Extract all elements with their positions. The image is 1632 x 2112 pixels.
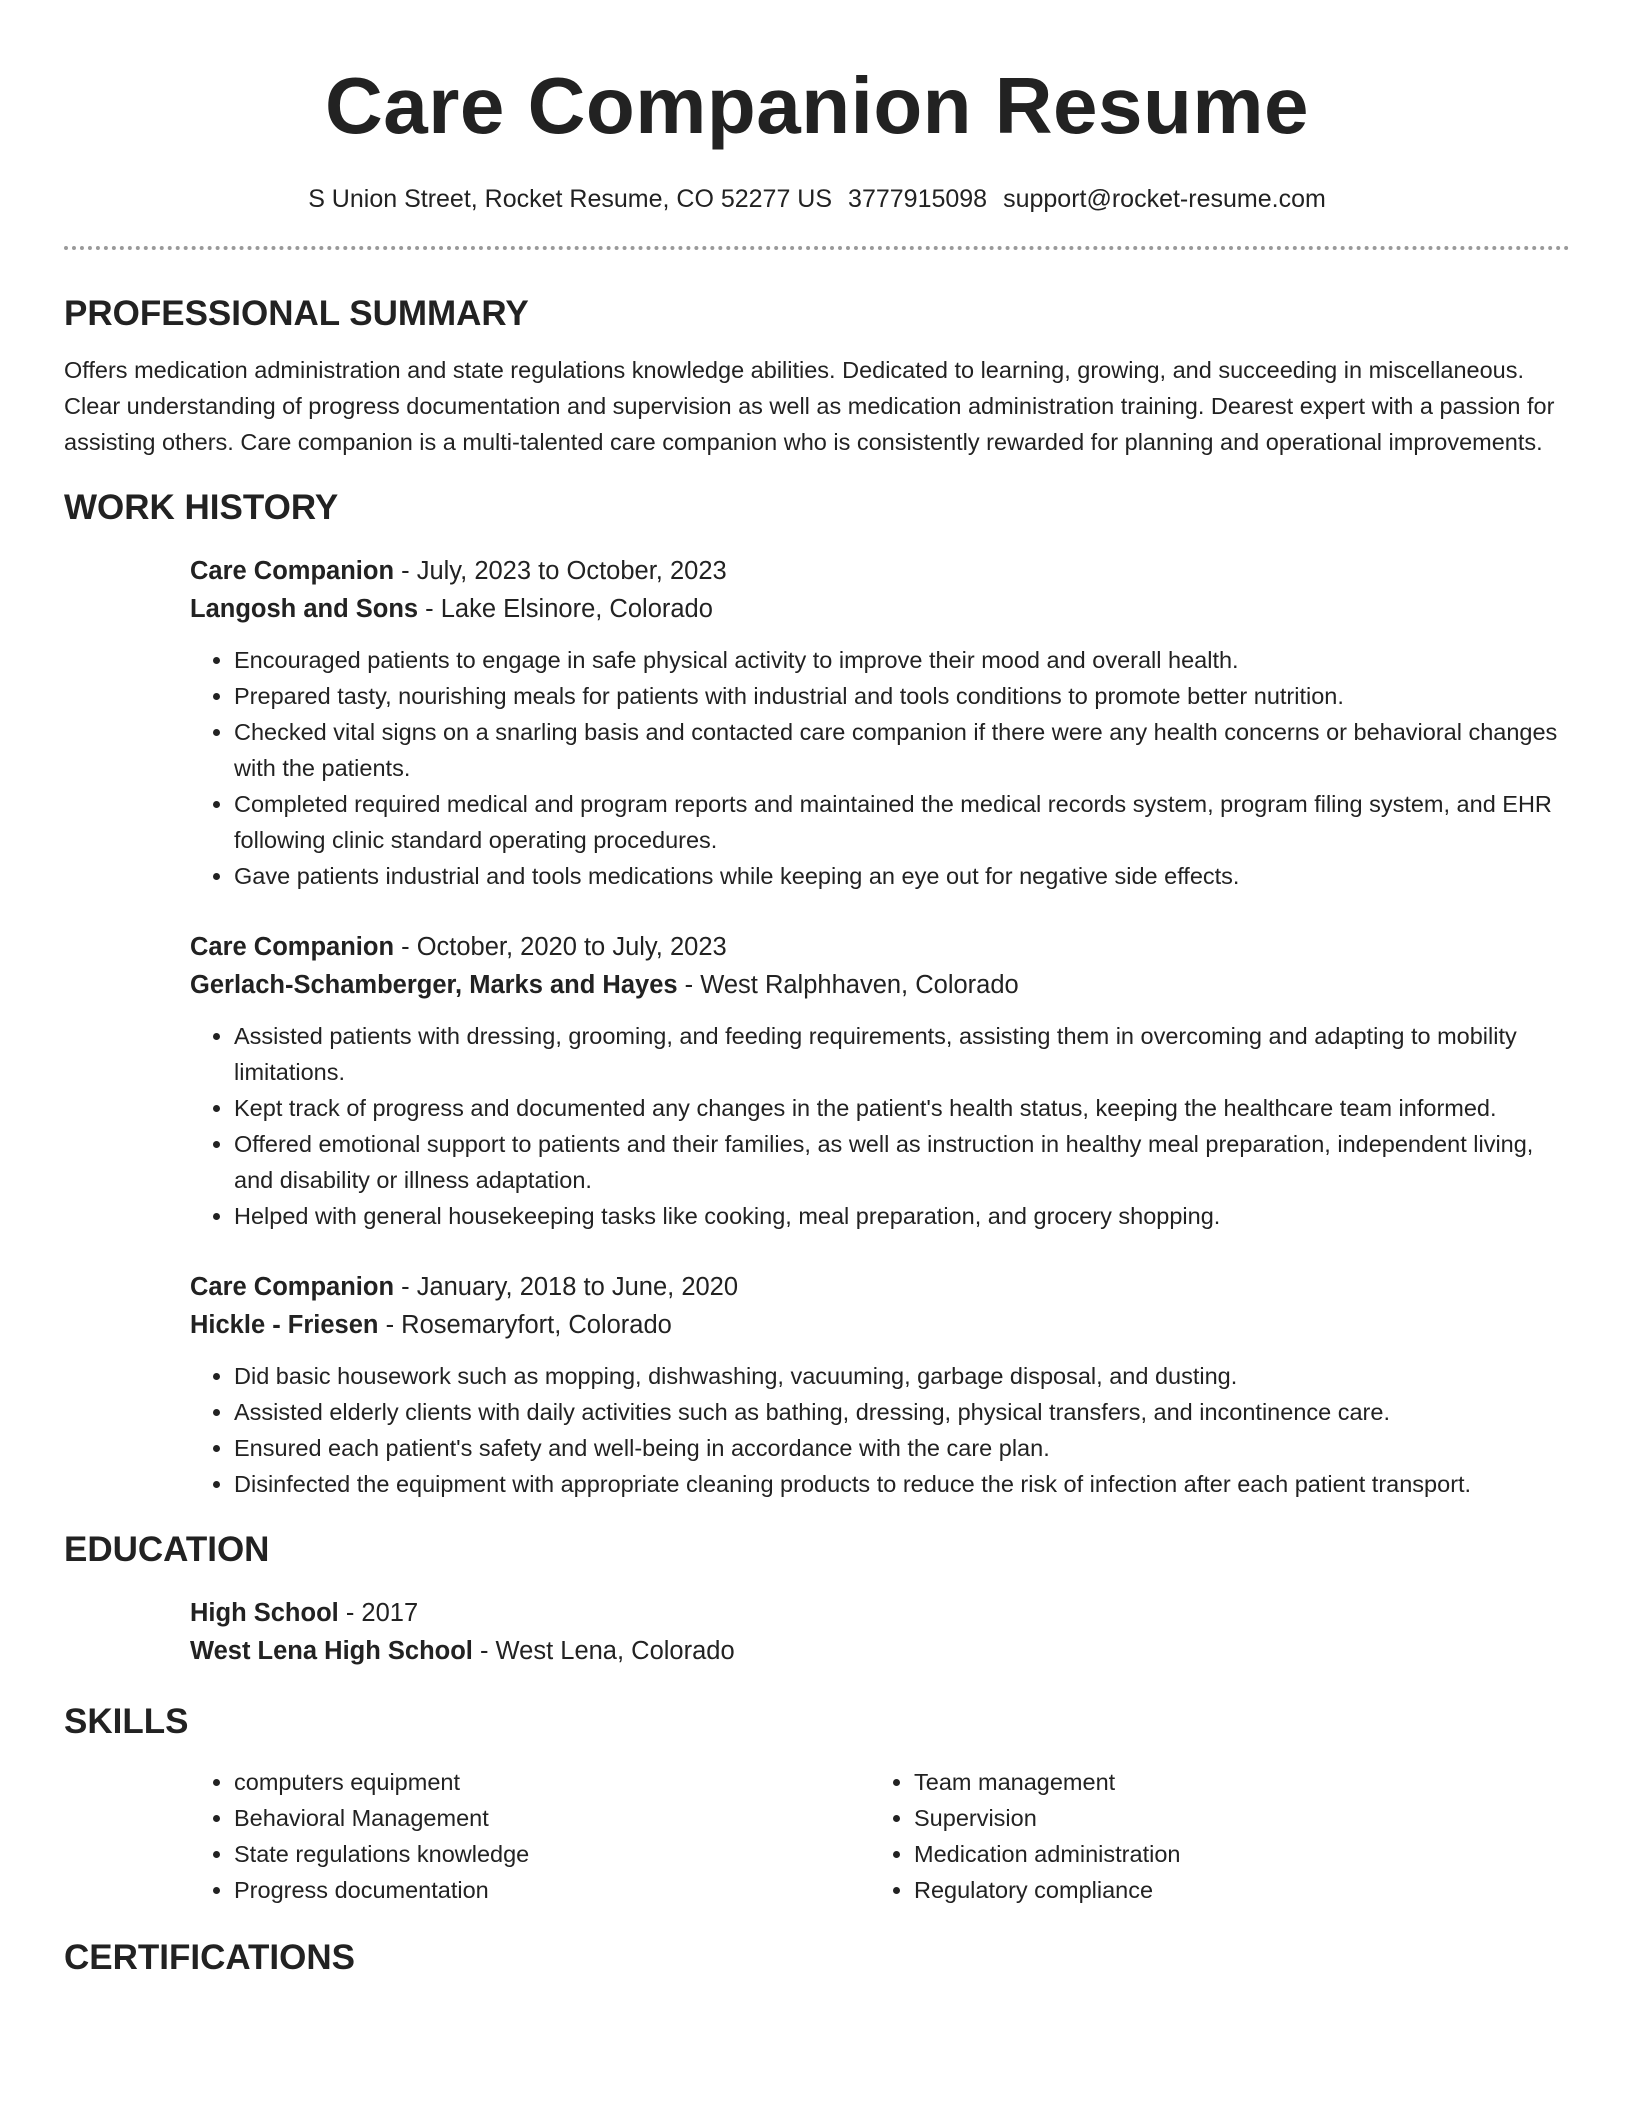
section-title-education: EDUCATION: [64, 1530, 270, 1569]
skill-item: • Medication administration: [914, 1836, 1550, 1872]
job-bullet: • Kept track of progress and documented any changes in the patient's health status, keeping the healthcare team informed.: [234, 1090, 1570, 1126]
contact-address: S Union Street, Rocket Resume, CO 52277 US: [308, 185, 833, 213]
job-location: - West Ralphhaven, Colorado: [677, 971, 1019, 999]
education-school: West Lena High School: [190, 1637, 473, 1665]
contact-line: [64, 184, 1570, 214]
skills-list: [190, 1764, 1570, 1908]
job-title-line: [190, 928, 1570, 966]
skill-item: • Regulatory compliance: [914, 1872, 1550, 1908]
job-company: Hickle - Friesen: [190, 1311, 379, 1339]
job-bullet: • Prepared tasty, nourishing meals for patients with industrial and tools conditions to promote better nutrition.: [234, 678, 1570, 714]
job-company: Langosh and Sons: [190, 595, 419, 623]
section-title-work-history: WORK HISTORY: [64, 488, 339, 527]
job-dates: - July, 2023 to October, 2023: [394, 557, 727, 585]
job-dates: - October, 2020 to July, 2023: [394, 933, 727, 961]
job-bullet: • Encouraged patients to engage in safe physical activity to improve their mood and overall health.: [234, 642, 1570, 678]
summary-text: Offers medication administration and state regulations knowledge abilities. Dedicated to learning, growing, and succeeding in miscellaneous. Clear understanding of progress documentation and supervision as well as medication administration training. Dearest expert with a passion for assisting others. Care companion is a multi-talented care companion who is consistently rewarded for planning and operational improvements.: [64, 357, 1555, 455]
job-bullets: [190, 1018, 1570, 1234]
job-bullet: • Disinfected the equipment with appropriate cleaning products to reduce the risk of infection after each patient transport.: [234, 1466, 1570, 1502]
skill-item: • State regulations knowledge: [234, 1836, 870, 1872]
job-role: Care Companion: [190, 1273, 395, 1301]
job-bullets: [190, 1358, 1570, 1502]
skills-column-right: [870, 1764, 1550, 1908]
skills-column-left: [190, 1764, 870, 1908]
job-title-line: [190, 552, 1570, 590]
job-title-line: [190, 1268, 1570, 1306]
education-degree-line: [190, 1594, 1570, 1632]
job-entry: [190, 552, 1570, 894]
job-bullet: • Gave patients industrial and tools medications while keeping an eye out for negative side effects.: [234, 858, 1570, 894]
job-bullet: • Did basic housework such as mopping, dishwashing, vacuuming, garbage disposal, and dusting.: [234, 1358, 1570, 1394]
education-school-line: [190, 1632, 1570, 1670]
section-title-certifications: CERTIFICATIONS: [64, 1938, 356, 1977]
education-degree: High School: [190, 1599, 339, 1627]
skill-item: • Supervision: [914, 1800, 1550, 1836]
page-title: Care Companion Resume: [324, 61, 1310, 150]
job-location: - Rosemaryfort, Colorado: [378, 1311, 672, 1339]
job-bullet: • Ensured each patient's safety and well-being in accordance with the care plan.: [234, 1430, 1570, 1466]
job-company-line: [190, 966, 1570, 1004]
job-bullet: • Offered emotional support to patients and their families, as well as instruction in healthy meal preparation, independent living, and disability or illness adaptation.: [234, 1126, 1570, 1198]
skill-item: • Progress documentation: [234, 1872, 870, 1908]
job-role: Care Companion: [190, 933, 395, 961]
skill-item: • Team management: [914, 1764, 1550, 1800]
job-bullets: [190, 642, 1570, 894]
job-dates: - January, 2018 to June, 2020: [394, 1273, 739, 1301]
job-bullet: • Checked vital signs on a snarling basis and contacted care companion if there were any health concerns or behavioral changes with the patients.: [234, 714, 1570, 786]
contact-phone: 3777915098: [848, 185, 988, 213]
job-bullet: • Completed required medical and program reports and maintained the medical records system, program filing system, and EHR following clinic standard operating procedures.: [234, 786, 1570, 858]
job-bullet: • Assisted patients with dressing, grooming, and feeding requirements, assisting them in overcoming and adapting to mobility limitations.: [234, 1018, 1570, 1090]
education-entry: [190, 1594, 1570, 1670]
job-role: Care Companion: [190, 557, 395, 585]
education-location: - West Lena, Colorado: [472, 1637, 735, 1665]
job-bullet: • Assisted elderly clients with daily activities such as bathing, dressing, physical transfers, and incontinence care.: [234, 1394, 1570, 1430]
skill-item: • Behavioral Management: [234, 1800, 870, 1836]
contact-email: support@rocket-resume.com: [1003, 185, 1326, 213]
job-company-line: [190, 590, 1570, 628]
education-year: - 2017: [338, 1599, 419, 1627]
job-entry: [190, 928, 1570, 1234]
job-entry: [190, 1268, 1570, 1502]
job-bullet: • Helped with general housekeeping tasks like cooking, meal preparation, and grocery shopping.: [234, 1198, 1570, 1234]
job-location: - Lake Elsinore, Colorado: [418, 595, 713, 623]
section-title-skills: SKILLS: [64, 1702, 189, 1741]
resume-header: [64, 0, 1570, 214]
job-company-line: [190, 1306, 1570, 1344]
job-company: Gerlach-Schamberger, Marks and Hayes: [190, 971, 678, 999]
skill-item: • computers equipment: [234, 1764, 870, 1800]
header-divider: [64, 246, 1570, 250]
section-title-summary: PROFESSIONAL SUMMARY: [64, 294, 529, 333]
